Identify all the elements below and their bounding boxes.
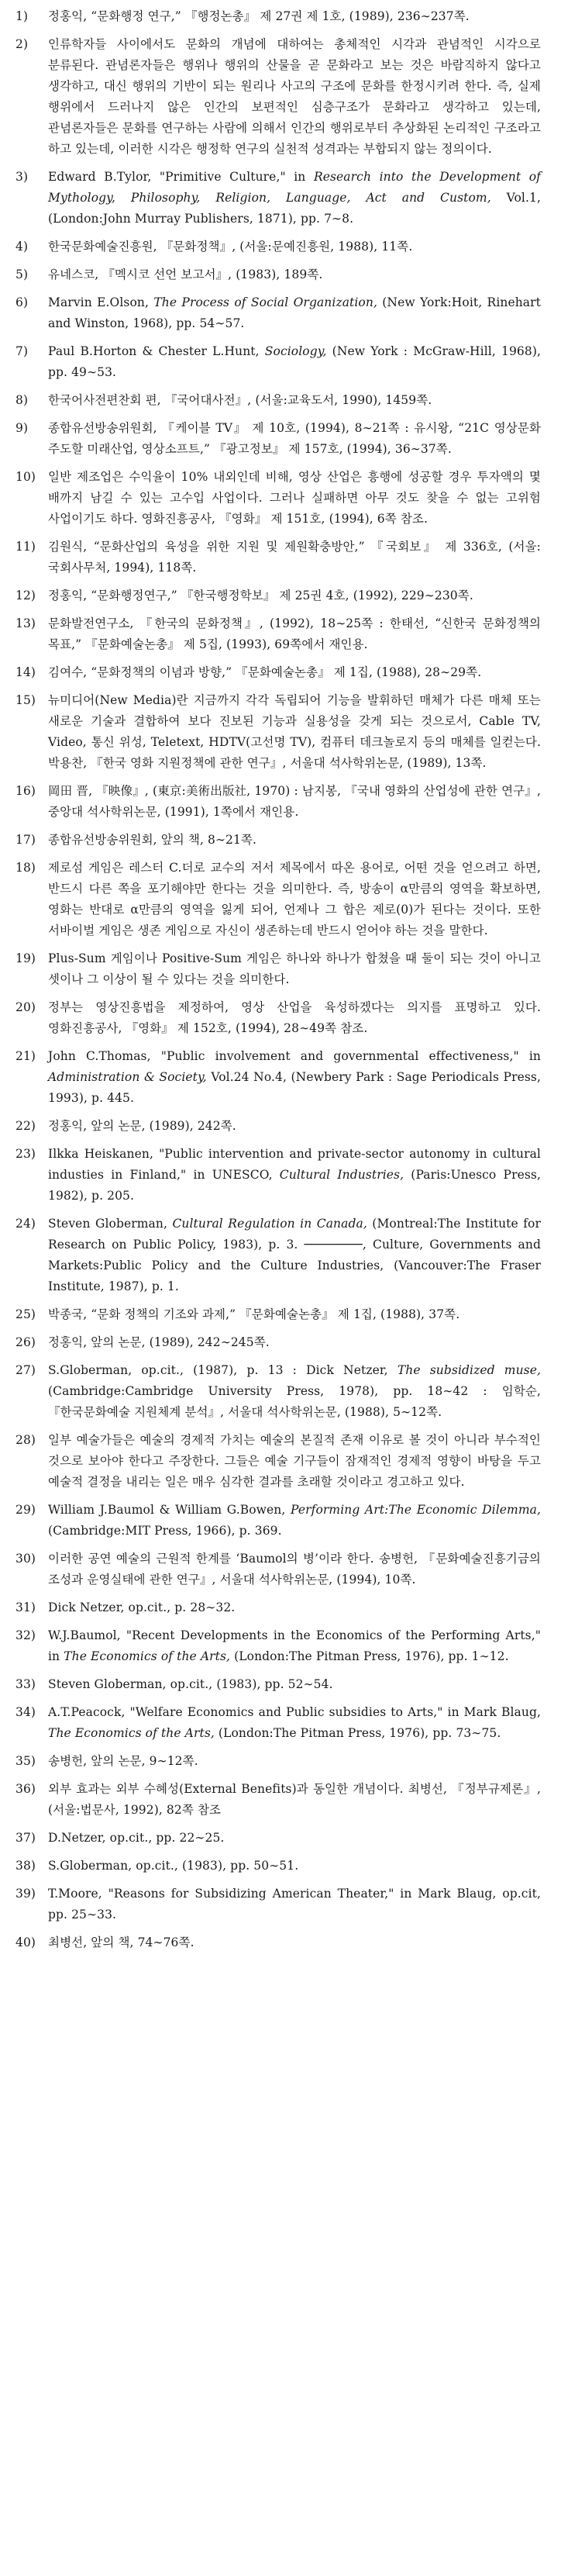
footnote-item [15, 1597, 541, 1618]
footnote-text: Steven Globerman, op.cit., (1983), pp. 52∼54. [48, 1677, 333, 1691]
footnote-text: 일부 예술가들은 예술의 경제적 가치는 예술의 본질적 존재 이유로 볼 것이 아니라 부수적인 것으로 보아야 한다고 주장한다. 그들은 예술 기구들이 잠재적인 경제적 영향이 바탕을 두고 예술적 결정을 내리는 일은 매우 심각한 결과를 초래할 것이라고 경고하고 있다. [48, 1433, 541, 1489]
footnote-text-lead: W.J.Baumol, "Recent Developments in the Economics of the Performing Arts," in [48, 1628, 541, 1663]
footnote-text: 종합유선방송위원회, 앞의 책, 8∼21쪽. [48, 833, 257, 847]
footnote-italic-title: The Economics of the Arts, [48, 1726, 215, 1740]
footnote-text: T.Moore, "Reasons for Subsidizing American Theater," in Mark Blaug, op.cit, pp. 25∼33. [48, 1887, 541, 1922]
footnote-number: 25) [15, 1307, 36, 1321]
footnote-item [15, 1884, 541, 1925]
footnote-item [15, 390, 541, 411]
footnote-number: 9) [15, 421, 29, 435]
footnote-number: 24) [15, 1217, 36, 1231]
footnote-text-lead: John C.Thomas, "Public involvement and governmental effectiveness," in [48, 1049, 541, 1063]
footnote-item [15, 1304, 541, 1325]
footnote-text [48, 1702, 541, 1744]
footnote-number: 20) [15, 1000, 36, 1014]
footnote-item [15, 858, 541, 941]
footnote-text: 김여수, “문화정책의 이념과 방향,” 『문화예술논총』 제 1집, (1988), 28∼29쪽. [48, 665, 482, 679]
footnote-number: 8) [15, 393, 29, 407]
footnote-text-lead: S.Globerman, op.cit., (1987), p. 13 : Dick Netzer, [48, 1363, 398, 1377]
footnote-text: 뉴미디어(New Media)란 지금까지 각각 독립되어 기능을 발휘하던 매체가 다른 매체 또는 새로운 기술과 결합하여 보다 진보된 기능과 실용성을 갖게 되는 것으로서, Cable TV, Video, 통신 위성, Teletext, HDTV(고선명 TV), 컴퓨터 데크놀로지 등의 매체를 일컫는다. 박용찬, 『한국 영화 지원정책에 관한 연구』, 서울대 석사학위논문, (1989), 13쪽. [48, 693, 541, 770]
footnote-text-lead: Paul B.Horton & Chester L.Hunt, [48, 344, 265, 358]
footnote-italic-title: Performing Art:The Economic Dilemma, [291, 1503, 541, 1517]
footnote-text: Dick Netzer, op.cit., p. 28∼32. [48, 1601, 236, 1614]
footnote-item [15, 662, 541, 683]
footnote-text: 岡田 晋, 『映像』, (東京:美術出版社, 1970) : 남지봉, 『국내 영화의 산업성에 관한 연구』, 중앙대 석사학위논문, (1991), 1쪽에서 재인용. [48, 784, 541, 819]
footnote-italic-title: Sociology, [264, 344, 327, 358]
footnote-text-tail: (London:The Pitman Press, 1976), pp. 73∼75. [214, 1726, 501, 1740]
footnote-text: 정홍익, 앞의 논문, (1989), 242쪽. [48, 1119, 236, 1133]
footnote-item [15, 6, 541, 27]
footnote-item [15, 1116, 541, 1137]
footnote-text: 한국어사전편찬회 편, 『국어대사전』, (서울:교육도서, 1990), 1459쪽. [48, 393, 432, 407]
footnote-text: D.Netzer, op.cit., pp. 22∼25. [48, 1831, 225, 1845]
footnote-item [15, 418, 541, 460]
footnote-number: 31) [15, 1601, 36, 1614]
footnote-item [15, 613, 541, 655]
footnote-number: 12) [15, 589, 36, 603]
footnote-list [15, 6, 541, 1953]
footnote-text: 정부는 영상진흥법을 제정하여, 영상 산업을 육성하겠다는 의지를 표명하고 있다. 영화진흥공사, 『영화』 제 152호, (1994), 28∼49쪽 참조. [48, 1000, 541, 1035]
footnote-number: 27) [15, 1363, 36, 1377]
footnote-number: 29) [15, 1503, 36, 1517]
footnote-number: 28) [15, 1433, 36, 1447]
footnote-italic-title: Administration & Society, [48, 1070, 207, 1084]
footnote-text: 한국문화예술진흥원, 『문화정책』, (서울:문예진흥원, 1988), 11쪽. [48, 240, 413, 254]
footnote-number: 30) [15, 1552, 36, 1566]
footnote-item [15, 1828, 541, 1849]
footnote-text [48, 1214, 541, 1297]
footnote-text: 종합유선방송위원회, 『케이블 TV』 제 10호, (1994), 8∼21쪽 : 유시왕, “21C 영상문화 주도할 미래산업, 영상소프트,” 『광고정보』 제 157호, (1994), 36∼37쪽. [48, 421, 541, 456]
footnote-item [15, 341, 541, 383]
footnote-number: 18) [15, 861, 36, 875]
footnote-text-lead: Marvin E.Olson, [48, 295, 154, 309]
footnote-text [48, 341, 541, 383]
footnote-number: 6) [15, 295, 29, 309]
footnote-item [15, 1549, 541, 1590]
footnote-item [15, 467, 541, 530]
footnote-number: 34) [15, 1705, 36, 1719]
footnote-text: 문화발전연구소, 『한국의 문화정책』, (1992), 18∼25쪽 : 한태선, “신한국 문화정책의 목표,” 『문화예술논총』 제 5집, (1993), 69쪽에서 재인용. [48, 616, 541, 651]
footnote-italic-title: Research into the Development of Mythology, Philosophy, Religion, Language, Act and Custom, [48, 170, 541, 205]
footnote-text-lead: Steven Globerman, [48, 1217, 173, 1231]
footnote-italic-title: The Economics of the Arts, [64, 1649, 231, 1663]
footnote-number: 11) [15, 540, 36, 554]
footnote-text-tail: Vol.24 No.4, (Newbery Park : Sage Periodicals Press, 1993), p. 445. [48, 1070, 541, 1105]
footnote-item [15, 585, 541, 606]
footnote-italic-title: The Process of Social Organization, [153, 295, 377, 309]
footnote-item [15, 997, 541, 1039]
footnote-item [15, 264, 541, 285]
footnote-number: 38) [15, 1859, 36, 1873]
footnote-number: 15) [15, 693, 36, 707]
footnote-text: 일반 제조업은 수익율이 10% 내외인데 비해, 영상 산업은 흥행에 성공할 경우 투자액의 몇 배까지 남길 수 있는 고수입 사업이다. 그러나 실패하면 아무 것도 찾을 수 없는 고위험 사업이기도 하다. 영화진흥공사, 『영화』 제 151호, (1994), 6쪽 참조. [48, 470, 541, 526]
footnote-number: 22) [15, 1119, 36, 1133]
footnote-number: 17) [15, 833, 36, 847]
footnote-number: 2) [15, 37, 29, 51]
footnote-text [48, 1144, 541, 1207]
footnote-text-tail: (Cambridge:MIT Press, 1966), p. 369. [48, 1524, 282, 1538]
footnote-text-tail: (New York : McGraw-Hill, 1968), pp. 49∼53. [48, 344, 541, 379]
footnote-item [15, 1625, 541, 1667]
footnote-text: 외부 효과는 외부 수혜성(External Benefits)과 동일한 개념이다. 최병선, 『정부규제론』, (서울:법문사, 1992), 82쪽 참조 [48, 1782, 541, 1817]
footnote-text [48, 1046, 541, 1109]
footnote-text: 박종국, “문화 정책의 기조와 과제,” 『문화예술논총』 제 1집, (1988), 37쪽. [48, 1307, 460, 1321]
footnote-number: 39) [15, 1887, 36, 1901]
footnote-text [48, 1360, 541, 1423]
footnote-item [15, 1332, 541, 1353]
footnote-text-tail: Vol.1, (London:John Murray Publishers, 1871), pp. 7∼8. [48, 191, 542, 226]
footnote-text: 제로섬 게임은 레스터 C.더로 교수의 저서 제목에서 따온 용어로, 어떤 것을 얻으려고 하면, 반드시 다른 쪽을 포기해야만 한다는 것을 의미한다. 즉, 방송이 α만큼의 영역을 확보하면, 영화는 반대로 α만큼의 영역을 잃게 되어, 언제나 그 합은 제로(0)가 된다는 것이다. 또한 서바이벌 게임은 생존 게임으로 자신이 생존하는데 반드시 얻어야 하는 것을 말한다. [48, 861, 541, 938]
footnote-number: 35) [15, 1754, 36, 1768]
footnote-number: 1) [15, 9, 29, 23]
footnote-item [15, 1144, 541, 1207]
footnote-number: 23) [15, 1147, 36, 1161]
footnote-text: 정홍익, “문화행정연구,” 『한국행정학보』 제 25권 4호, (1992), 229∼230쪽. [48, 589, 473, 603]
footnote-italic-title: Cultural Industries, [279, 1168, 404, 1182]
footnote-item [15, 1751, 541, 1772]
footnote-text: 정홍익, 앞의 논문, (1989), 242∼245쪽. [48, 1335, 270, 1349]
footnote-text-tail: (Paris:Unesco Press, 1982), p. 205. [48, 1168, 541, 1203]
footnote-text [48, 167, 541, 230]
footnote-text: Plus-Sum 게임이나 Positive-Sum 게임은 하나와 하나가 합쳤을 때 둘이 되는 것이 아니고 셋이나 그 이상이 될 수 있다는 것을 의미한다. [48, 951, 541, 986]
footnote-text: 이러한 공연 예술의 근원적 한계를 ‘Baumol의 병’이라 한다. 송병헌, 『문화예술진흥기금의 조성과 운영실태에 관한 연구』, 서울대 석사학위논문, (1994), 10쪽. [48, 1552, 541, 1587]
footnote-text: 인류학자들 사이에서도 문화의 개념에 대하여는 총체적인 시각과 관념적인 시각으로 분류된다. 관념론자들은 행위나 행위의 산물을 곧 문화라고 보는 것은 바람직하지 않다고 생각하고, 대신 행위의 기반이 되는 원리나 사고의 구조에 문화를 한정시키려 한다. 즉, 실제 행위에서 드러나지 않은 인간의 보편적인 심층구조가 문화라고 생각하고 있는데, 관념론자들은 문화를 연구하는 사람에 의해서 인간의 행위로부터 추상화된 논리적인 구조라고 하고 있는데, 이러한 시각은 행정학 연구의 실천적 성격과는 부합되지 않는 정의이다. [48, 37, 541, 156]
footnote-text-lead: A.T.Peacock, "Welfare Economics and Public subsidies to Arts," in Mark Blaug, [48, 1705, 541, 1719]
footnote-text-tail: (New York:Hoit, Rinehart and Winston, 1968), pp. 54∼57. [48, 295, 541, 330]
footnote-text: 김원식, “문화산업의 육성을 위한 지원 및 제원확충방안,” 『국회보』 제 336호, (서울:국회사무처, 1994), 118쪽. [48, 540, 541, 575]
footnote-item [15, 1932, 541, 1953]
footnote-number: 32) [15, 1628, 36, 1642]
footnote-item [15, 537, 541, 578]
footnote-item [15, 690, 541, 774]
footnote-item [15, 237, 541, 257]
footnote-item [15, 34, 541, 160]
footnote-text [48, 1500, 541, 1542]
footnote-text [48, 292, 541, 334]
footnote-item [15, 948, 541, 990]
footnote-number: 36) [15, 1782, 36, 1796]
footnote-text-lead: Edward B.Tylor, "Primitive Culture," in [48, 170, 314, 184]
footnote-number: 40) [15, 1935, 36, 1949]
footnote-italic-title: The subsidized muse, [397, 1363, 542, 1377]
footnote-number: 5) [15, 268, 29, 281]
footnote-text [48, 1625, 541, 1667]
footnote-number: 19) [15, 951, 36, 965]
footnote-number: 7) [15, 344, 29, 358]
footnote-number: 13) [15, 616, 36, 630]
footnote-item [15, 1430, 541, 1493]
footnote-number: 37) [15, 1831, 36, 1845]
footnote-item [15, 1360, 541, 1423]
footnote-number: 33) [15, 1677, 36, 1691]
footnote-number: 16) [15, 784, 36, 798]
footnote-number: 10) [15, 470, 36, 484]
footnote-number: 3) [15, 170, 29, 184]
footnote-text: S.Globerman, op.cit., (1983), pp. 50∼51. [48, 1859, 299, 1873]
footnote-item [15, 830, 541, 851]
footnote-item [15, 292, 541, 334]
footnote-item [15, 1214, 541, 1297]
footnote-text: 유네스코, 『멕시코 선언 보고서』, (1983), 189쪽. [48, 268, 323, 281]
footnote-text: 정홍익, “문화행정 연구,” 『행정논총』 제 27권 제 1호, (1989), 236∼237쪽. [48, 9, 470, 23]
footnote-item [15, 1674, 541, 1695]
footnote-number: 14) [15, 665, 36, 679]
footnote-text-tail: (Montreal:The Institute for Research on Public Policy, 1983), p. 3. ────────, Culture, Governments and Markets:Public Policy and the Culture Industries, (Vancouver:The Fraser Institute, 1987), p. 1. [48, 1217, 541, 1293]
footnote-item [15, 1702, 541, 1744]
footnote-number: 26) [15, 1335, 36, 1349]
footnote-text-lead: Ilkka Heiskanen, "Public intervention and private-sector autonomy in cultural industies in Finland," in UNESCO, [48, 1147, 541, 1182]
footnote-item [15, 1500, 541, 1542]
footnote-text-tail: (London:The Pitman Press, 1976), pp. 1∼12. [230, 1649, 509, 1663]
footnote-number: 21) [15, 1049, 36, 1063]
footnote-item [15, 1779, 541, 1821]
footnote-item [15, 167, 541, 230]
footnote-item [15, 781, 541, 823]
footnote-text-lead: William J.Baumol & William G.Bowen, [48, 1503, 291, 1517]
footnote-text: 송병헌, 앞의 논문, 9∼12쪽. [48, 1754, 198, 1768]
footnote-text-tail: (Cambridge:Cambridge University Press, 1978), pp. 18∼42 : 임학순, 『한국문화예술 지원체계 분석』, 서울대 석사학위논문, (1988), 5∼12쪽. [48, 1384, 541, 1419]
footnote-item [15, 1856, 541, 1877]
footnote-item [15, 1046, 541, 1109]
footnote-number: 4) [15, 240, 29, 254]
footnote-italic-title: Cultural Regulation in Canada, [172, 1217, 367, 1231]
footnote-text: 최병선, 앞의 책, 74∼76쪽. [48, 1935, 194, 1949]
